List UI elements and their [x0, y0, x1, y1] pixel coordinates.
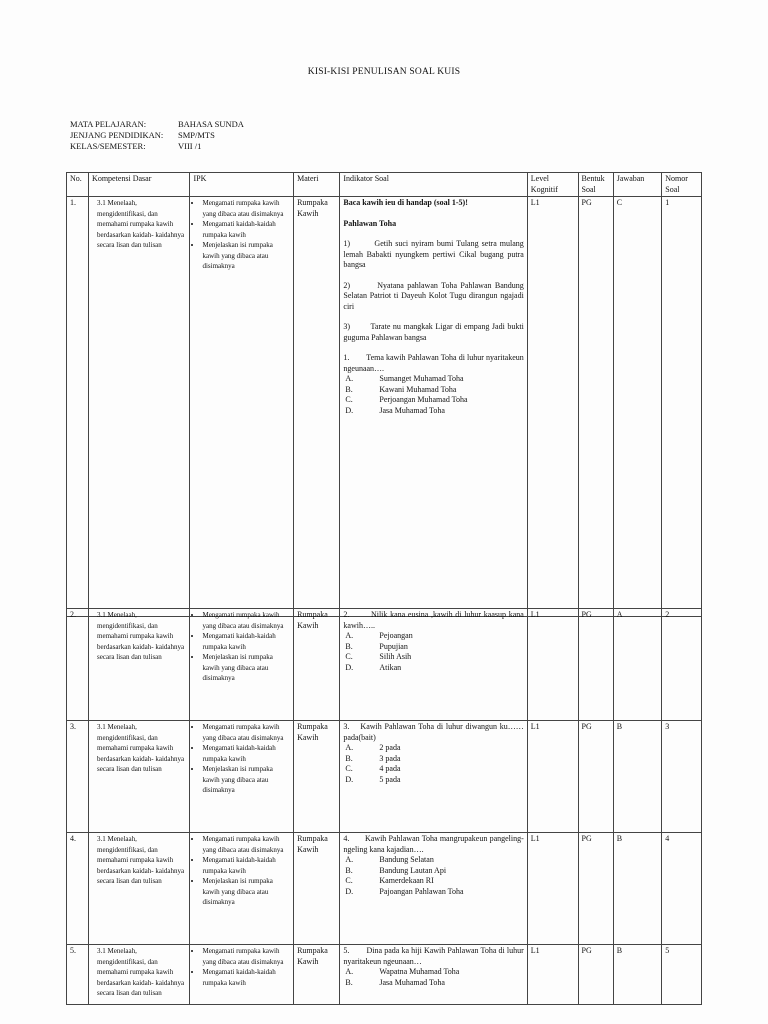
option-text: Kamerdekaan RI [379, 876, 434, 885]
ipk-item: • Mengamati kaidah-kaidah rumpaka kawih [202, 855, 290, 876]
meta-key: JENJANG PENDIDIKAN: [70, 130, 164, 140]
cell-ipk [190, 609, 294, 721]
answer-option [343, 642, 523, 653]
cell-no: 3. [67, 721, 89, 833]
option-text: 4 pada [379, 764, 401, 773]
cell-level: L1 [527, 945, 578, 1005]
cell-indikator [340, 721, 527, 833]
cell-indikator [340, 609, 527, 721]
cell-nomor: 3 [662, 721, 702, 833]
option-text: Kawani Muhamad Toha [379, 384, 457, 394]
cell-bentuk: PG [578, 197, 613, 617]
answer-option [343, 652, 523, 663]
meta-key: MATA PELAJARAN: [70, 119, 147, 129]
ipk-item: • Mengamati rumpaka kawih yang dibaca atau disimaknya [202, 198, 290, 219]
cell-no: 4. [67, 833, 89, 945]
option-text: Silih Asih [379, 652, 412, 661]
kisi-table-first [66, 172, 702, 617]
cell-level: L1 [527, 197, 578, 617]
option-letter: D. [345, 886, 354, 896]
option-letter: B. [345, 384, 353, 394]
option-letter: B. [345, 641, 353, 651]
cell-bentuk: PG [578, 609, 613, 721]
option-text: Bandung Lautan Api [379, 865, 447, 875]
option-text: 2 pada [379, 743, 401, 752]
ipk-item: • Menjelaskan isi rumpaka kawih yang dibaca atau disimaknya [202, 876, 290, 908]
cell-ipk [190, 945, 294, 1005]
page-title: KISI-KISI PENULISAN SOAL KUIS [307, 67, 461, 77]
ipk-item: • Mengamati rumpaka kawih yang dibaca atau disimaknya [202, 722, 290, 743]
header-jawaban: Jawaban [613, 173, 662, 197]
answer-option [343, 663, 523, 674]
cell-jawaban: B [613, 721, 662, 833]
cell-nomor: 5 [662, 945, 702, 1005]
answer-option [343, 764, 523, 775]
ipk-item: • Mengamati rumpaka kawih yang dibaca atau disimaknya [202, 834, 290, 855]
answer-option [343, 866, 523, 877]
cell-jawaban: B [613, 833, 662, 945]
cell-bentuk: PG [578, 945, 613, 1005]
option-text: 5 pada [379, 774, 401, 784]
option-text: Jasa Muhamad Toha [379, 977, 445, 987]
option-text: Pupujian [379, 641, 408, 651]
question-text: 3. Kawih Pahlawan Toha di luhur diwangun ku……pada(bait) [343, 722, 524, 742]
cell-kd: 3.1 Menelaah, mengidentifikasi, dan memahami rumpaka kawih berdasarkan kaidah- kaidahnya secara lisan dan tulisan [89, 721, 190, 833]
cell-no: 1. [67, 197, 89, 617]
option-letter: A. [345, 967, 354, 976]
option-letter: A. [345, 374, 354, 383]
ipk-item: • Menjelaskan isi rumpaka kawih yang dibaca atau disimaknya [202, 240, 290, 272]
option-letter: B. [345, 977, 353, 987]
meta-key: KELAS/SEMESTER: [70, 141, 146, 151]
header-indikator: Indikator Soal [340, 173, 527, 197]
ipk-item: • Mengamati kaidah-kaidah rumpaka kawih [202, 967, 290, 988]
table-row [67, 197, 702, 617]
cell-indikator [340, 945, 527, 1005]
answer-option [343, 754, 523, 765]
option-letter: A. [345, 855, 354, 864]
option-letter: D. [345, 405, 354, 415]
answer-option [343, 385, 523, 396]
option-letter: B. [345, 865, 353, 875]
header-nomor: Nomor Soal [662, 173, 702, 197]
option-letter: C. [345, 876, 353, 885]
cell-materi: Rumpaka Kawih [294, 721, 340, 833]
answer-option [343, 978, 523, 989]
cell-nomor: 4 [662, 833, 702, 945]
option-text: Perjoangan Muhamad Toha [379, 395, 468, 404]
cell-ipk [190, 721, 294, 833]
option-letter: A. [345, 743, 354, 752]
cell-jawaban: A [613, 609, 662, 721]
table-header-row [67, 173, 702, 197]
table-row [67, 721, 702, 833]
header-bentuk: Bentuk Soal [578, 173, 613, 197]
meta-row [70, 130, 244, 141]
answer-option [343, 967, 523, 978]
poem-stanza: 1) Getih suci nyiram bumi Tulang setra mulang lemah Babakti nyungkem pertiwi Cikal bugang putra bangsa [343, 239, 524, 269]
table-row [67, 833, 702, 945]
answer-option [343, 406, 523, 417]
ipk-item: • Mengamati kaidah-kaidah rumpaka kawih [202, 219, 290, 240]
answer-option [343, 876, 523, 887]
answer-option [343, 887, 523, 898]
meta-block [70, 119, 244, 152]
ipk-item: • Mengamati kaidah-kaidah rumpaka kawih [202, 743, 290, 764]
cell-kd: 3.1 Menelaah, mengidentifikasi, dan memahami rumpaka kawih berdasarkan kaidah- kaidahnya secara lisan dan tulisan [89, 833, 190, 945]
poem-stanza: 3) Tarate nu mangkak Ligar di empang Jadi bukti guguma Pahlawan bangsa [343, 322, 524, 342]
header-kd: Kompetensi Dasar [89, 173, 190, 197]
ipk-item: • Mengamati kaidah-kaidah rumpaka kawih [202, 631, 290, 652]
cell-jawaban: C [613, 197, 662, 617]
reading-instruction: Baca kawih ieu di handap (soal 1-5)! [343, 198, 468, 207]
option-text: Atikan [379, 662, 402, 672]
option-letter: C. [345, 652, 353, 661]
option-text: 3 pada [379, 753, 401, 763]
answer-option [343, 374, 523, 385]
option-letter: D. [345, 774, 354, 784]
option-text: Wapatna Muhamad Toha [379, 967, 460, 976]
cell-level: L1 [527, 721, 578, 833]
ipk-item: • Mengamati rumpaka kawih yang dibaca atau disimaknya [202, 610, 290, 631]
ipk-item: • Menjelaskan isi rumpaka kawih yang dibaca atau disimaknya [202, 652, 290, 684]
option-text: Jasa Muhamad Toha [379, 405, 445, 415]
cell-level: L1 [527, 609, 578, 721]
cell-kd: 3.1 Menelaah, mengidentifikasi, dan memahami rumpaka kawih berdasarkan kaidah- kaidahnya secara lisan dan tulisan [89, 197, 190, 617]
option-text: Pejoangan [379, 631, 413, 640]
cell-no: 5. [67, 945, 89, 1005]
kisi-table-second [66, 608, 702, 1005]
table-row [67, 945, 702, 1005]
cell-level: L1 [527, 833, 578, 945]
meta-row [70, 141, 244, 152]
cell-no: 2. [67, 609, 89, 721]
cell-kd: 3.1 Menelaah, mengidentifikasi, dan memahami rumpaka kawih berdasarkan kaidah- kaidahnya secara lisan dan tulisan [89, 609, 190, 721]
option-letter: A. [345, 631, 354, 640]
cell-bentuk: PG [578, 721, 613, 833]
ipk-item: • Mengamati rumpaka kawih yang dibaca atau disimaknya [202, 946, 290, 967]
meta-value: BAHASA SUNDA [178, 119, 244, 129]
answer-option [343, 775, 523, 786]
header-level: Level Kognitif [527, 173, 578, 197]
ipk-item: • Menjelaskan isi rumpaka kawih yang dibaca atau disimaknya [202, 764, 290, 796]
header-ipk: IPK [190, 173, 294, 197]
option-text: Sumanget Muhamad Toha [379, 374, 464, 383]
cell-materi: Rumpaka Kawih [294, 945, 340, 1005]
question-text: 5. Dina pada ka hiji Kawih Pahlawan Toha di luhur nyaritakeun ngeunaan… [343, 946, 524, 966]
question-text: 2. Nilik kana eusina ,kawih di luhur kaasup kana kawih….. [343, 610, 524, 630]
option-text: Bandung Selatan [379, 855, 434, 864]
meta-value: SMP/MTS [178, 130, 215, 140]
answer-option [343, 855, 523, 866]
option-letter: B. [345, 753, 353, 763]
cell-bentuk: PG [578, 833, 613, 945]
cell-ipk [190, 833, 294, 945]
answer-option [343, 395, 523, 406]
option-letter: D. [345, 662, 354, 672]
header-materi: Materi [294, 173, 340, 197]
cell-nomor: 1 [662, 197, 702, 617]
cell-materi: Rumpaka Kawih [294, 609, 340, 721]
cell-ipk [190, 197, 294, 617]
question-text: 1. Tema kawih Pahlawan Toha di luhur nyaritakeun ngeunaan…. [343, 353, 524, 373]
option-text: Pajoangan Pahlawan Toha [379, 886, 464, 896]
header-no: No. [67, 173, 89, 197]
question-text: 4. Kawih Pahlawan Toha mangrupakeun pangeling-ngeling kana kajadian…. [343, 834, 524, 854]
table-row [67, 609, 702, 721]
cell-indikator [340, 197, 527, 617]
meta-value: VIII /1 [178, 141, 202, 151]
cell-materi: Rumpaka Kawih [294, 197, 340, 617]
answer-option [343, 631, 523, 642]
poem-stanza: 2) Nyatana pahlawan Toha Pahlawan Bandung Selatan Patriot ti Dayeuh Kolot Tugu dirangun ngajadi ciri [343, 280, 524, 311]
option-letter: C. [345, 764, 353, 773]
cell-jawaban: B [613, 945, 662, 1005]
cell-indikator [340, 833, 527, 945]
cell-kd: 3.1 Menelaah, mengidentifikasi, dan memahami rumpaka kawih berdasarkan kaidah- kaidahnya secara lisan dan tulisan [89, 945, 190, 1005]
cell-nomor: 2 [662, 609, 702, 721]
cell-materi: Rumpaka Kawih [294, 833, 340, 945]
poem-title: Pahlawan Toha [343, 218, 397, 228]
option-letter: C. [345, 395, 353, 404]
answer-option [343, 743, 523, 754]
meta-row [70, 119, 244, 130]
